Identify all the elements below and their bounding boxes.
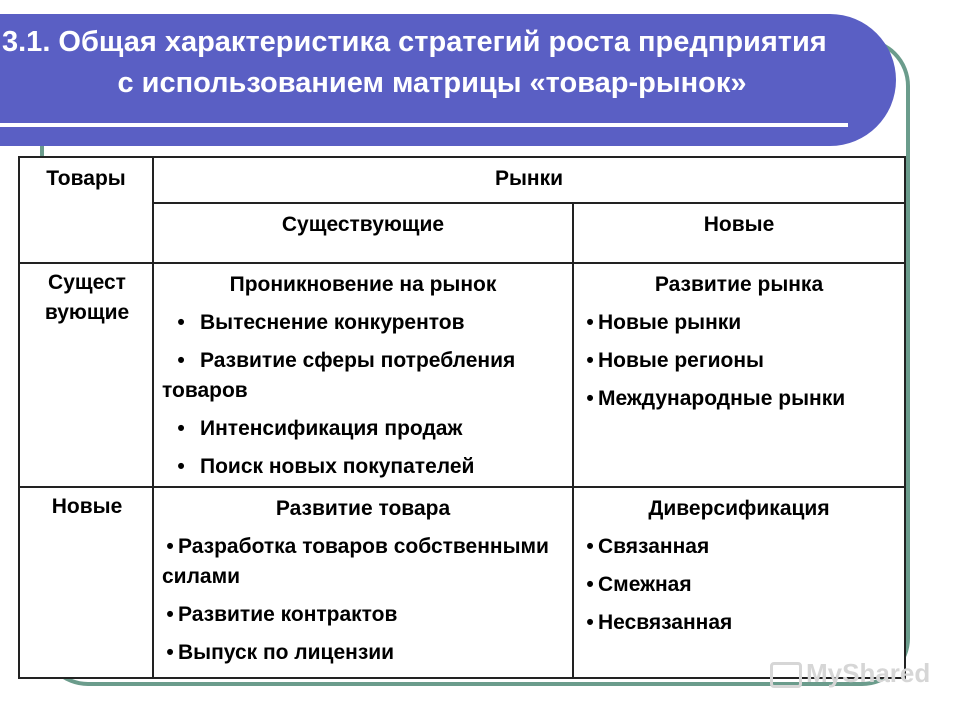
cell-title: Развитие рынка xyxy=(654,273,824,296)
list-item: • Интенсификация продаж xyxy=(162,414,564,444)
bullet-icon: • xyxy=(177,417,185,440)
cell-title: Развитие товара xyxy=(275,497,451,520)
list-item: • Выпуск по лицензии xyxy=(162,638,564,668)
row-label-text: Сущест вующие xyxy=(44,271,130,324)
list-item: • Смежная xyxy=(582,570,896,600)
cell-market-development xyxy=(573,263,905,487)
bullet-icon: • xyxy=(177,311,185,334)
cell-title: Диверсификация xyxy=(648,497,830,520)
cell-diversification xyxy=(573,487,905,678)
bullet-icon: • xyxy=(166,603,174,626)
watermark-text: MyShared xyxy=(806,658,931,688)
row-label-new-goods xyxy=(19,487,153,678)
header-new-markets: Новые xyxy=(573,203,905,263)
list-item: • Международные рынки xyxy=(582,384,896,414)
header-goods: Товары xyxy=(19,157,153,263)
bullet-icon: • xyxy=(166,641,174,664)
list-item: • Связанная xyxy=(582,532,896,562)
product-market-matrix xyxy=(18,156,906,679)
bullet-icon: • xyxy=(586,311,594,334)
bullet-icon: • xyxy=(177,349,185,372)
bullet-icon: • xyxy=(586,387,594,410)
list-item: • Новые регионы xyxy=(582,346,896,376)
bullet-icon: • xyxy=(586,611,594,634)
header-existing-markets: Существующие xyxy=(153,203,573,263)
list-item: • Вытеснение конкурентов xyxy=(162,308,564,338)
title-line-1: 3.1. Общая характеристика стратегий роста предприятия xyxy=(2,26,827,58)
list-item: • Разработка товаров собственными силами xyxy=(162,532,564,592)
cell-product-development xyxy=(153,487,573,678)
list-item: • Развитие сферы потребления товаров xyxy=(162,346,564,406)
header-markets: Рынки xyxy=(153,157,905,203)
cell-title: Проникновение на рынок xyxy=(229,273,497,296)
cell-market-penetration xyxy=(153,263,573,487)
list-item: • Несвязанная xyxy=(582,608,896,638)
row-label-text: Новые xyxy=(51,495,123,518)
slide-title xyxy=(0,22,910,104)
bullet-icon: • xyxy=(166,535,174,558)
row-label-existing-goods xyxy=(19,263,153,487)
list-item: • Развитие контрактов xyxy=(162,600,564,630)
title-line-2: с использованием матрицы «товар-рынок» xyxy=(117,67,747,99)
bullet-icon: • xyxy=(586,573,594,596)
list-item: • Новые рынки xyxy=(582,308,896,338)
bullet-icon: • xyxy=(177,455,185,478)
bullet-icon: • xyxy=(586,535,594,558)
bullet-icon: • xyxy=(586,349,594,372)
presentation-icon xyxy=(770,662,802,688)
list-item: • Поиск новых покупателей xyxy=(162,452,564,482)
watermark xyxy=(770,658,930,689)
title-underline xyxy=(0,123,848,127)
